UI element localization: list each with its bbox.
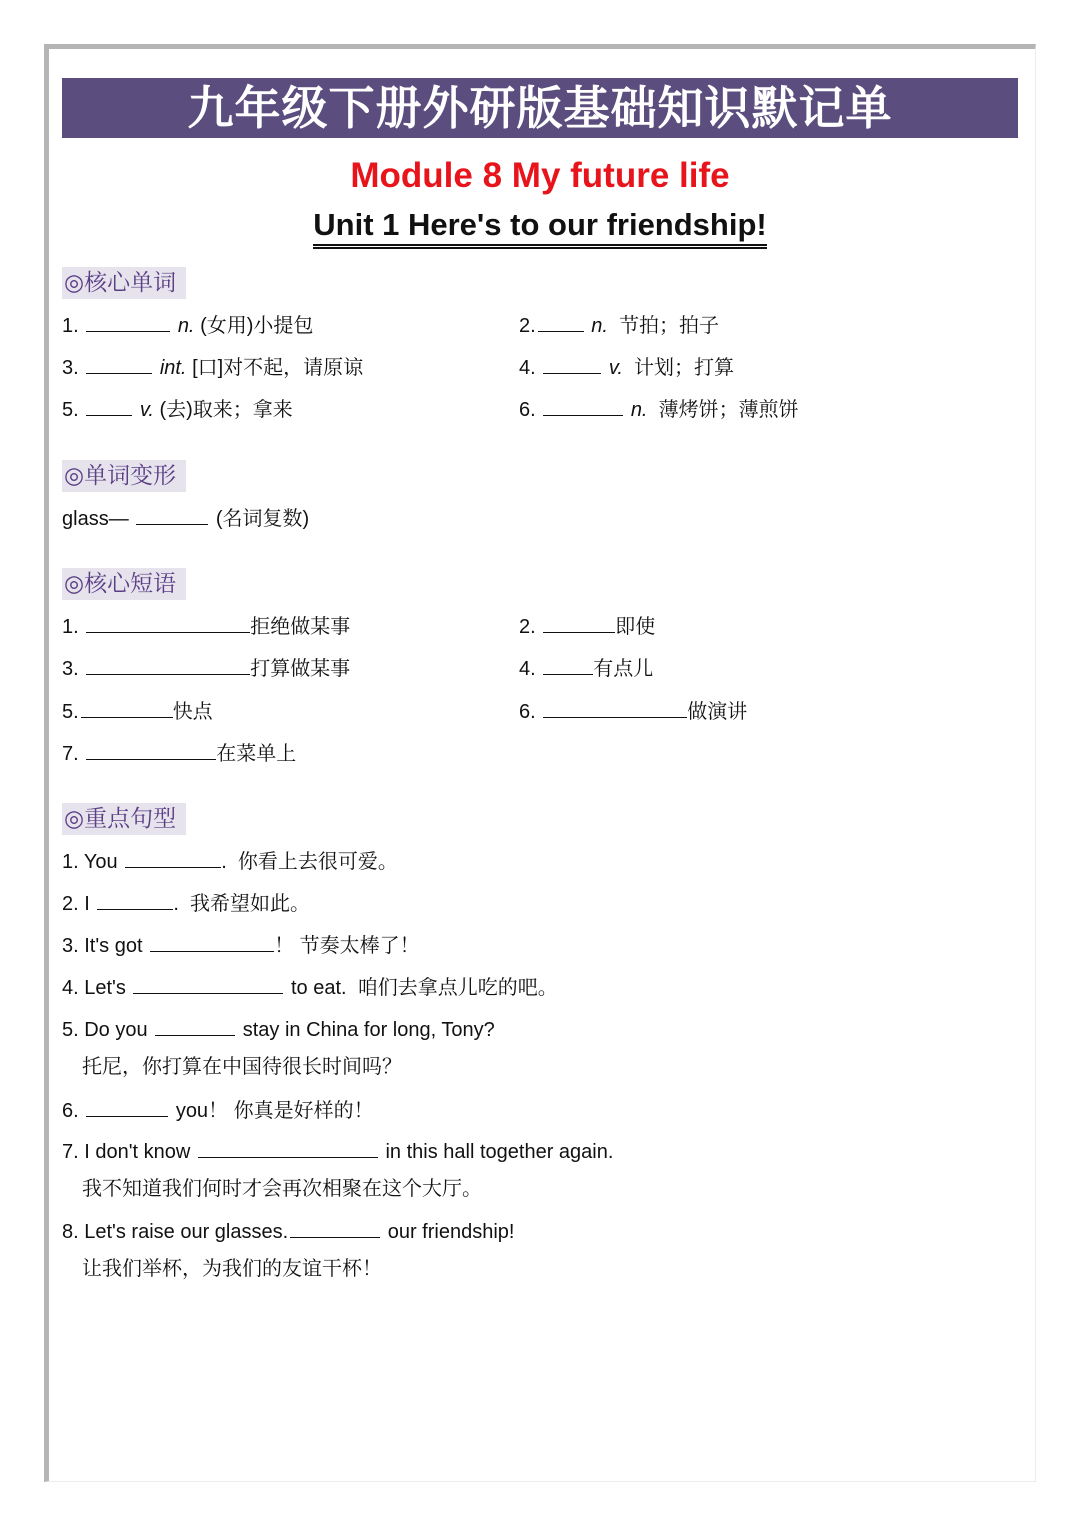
word-item-3: 3. int. [口]对不起，请原谅 xyxy=(62,353,363,381)
sentence-item-3: 3. It's got ！ 节奏太棒了！ xyxy=(62,931,420,959)
answer-blank[interactable] xyxy=(86,311,170,332)
phrase-item-7: 7. 在菜单上 xyxy=(62,739,296,767)
answer-blank[interactable] xyxy=(97,889,173,910)
page-banner-title: 九年级下册外研版基础知识默记单 xyxy=(62,78,1018,138)
sentence-item-8: 8. Let's raise our glasses. our friendship! xyxy=(62,1217,514,1245)
answer-blank[interactable] xyxy=(81,697,173,718)
answer-blank[interactable] xyxy=(543,353,601,374)
answer-blank[interactable] xyxy=(150,931,274,952)
phrase-item-6: 6. 做演讲 xyxy=(519,697,747,725)
sentence-item-2: 2. I . 我希望如此。 xyxy=(62,889,310,917)
sentence-item-8-translation: 让我们举杯，为我们的友谊干杯！ xyxy=(82,1258,382,1280)
section-heading-core-phrases: ◎核心短语 xyxy=(62,568,186,600)
sentence-item-7-translation: 我不知道我们何时才会再次相聚在这个大厅。 xyxy=(82,1178,482,1200)
answer-blank[interactable] xyxy=(290,1217,380,1238)
word-item-2: 2. n. 节拍；拍子 xyxy=(519,311,719,339)
phrase-item-1: 1. 拒绝做某事 xyxy=(62,612,350,640)
unit-title xyxy=(0,204,1080,249)
answer-blank[interactable] xyxy=(136,504,208,525)
answer-blank[interactable] xyxy=(543,654,593,675)
answer-blank[interactable] xyxy=(543,612,615,633)
unit-title-text: Unit 1 Here's to our friendship! xyxy=(313,206,766,249)
word-item-1: 1. n. (女用)小提包 xyxy=(62,311,313,339)
answer-blank[interactable] xyxy=(133,973,283,994)
sentence-item-5: 5. Do you stay in China for long, Tony? xyxy=(62,1015,495,1043)
sentence-item-6: 6. you！ 你真是好样的！ xyxy=(62,1096,374,1124)
word-item-4: 4. v. 计划；打算 xyxy=(519,353,734,381)
sentence-item-1: 1. You . 你看上去很可爱。 xyxy=(62,847,398,875)
sentence-item-7: 7. I don't know in this hall together again. xyxy=(62,1137,613,1165)
answer-blank[interactable] xyxy=(86,353,152,374)
answer-blank[interactable] xyxy=(86,1096,168,1117)
answer-blank[interactable] xyxy=(86,654,250,675)
phrase-item-2: 2. 即使 xyxy=(519,612,655,640)
answer-blank[interactable] xyxy=(125,847,221,868)
phrase-item-4: 4. 有点儿 xyxy=(519,654,653,682)
section-heading-core-words: ◎核心单词 xyxy=(62,267,186,299)
phrase-item-5: 5. 快点 xyxy=(62,697,213,725)
answer-blank[interactable] xyxy=(543,697,687,718)
answer-blank[interactable] xyxy=(155,1015,235,1036)
sentence-item-4: 4. Let's to eat. 咱们去拿点儿吃的吧。 xyxy=(62,973,558,1001)
word-item-6: 6. n. 薄烤饼；薄煎饼 xyxy=(519,395,799,423)
sentence-item-5-translation: 托尼，你打算在中国待很长时间吗？ xyxy=(82,1056,402,1078)
answer-blank[interactable] xyxy=(86,612,250,633)
phrase-item-3: 3. 打算做某事 xyxy=(62,654,350,682)
word-form-item: glass— (名词复数) xyxy=(62,504,309,532)
answer-blank[interactable] xyxy=(538,311,584,332)
word-item-5: 5. v. (去)取来；拿来 xyxy=(62,395,293,423)
answer-blank[interactable] xyxy=(543,395,623,416)
module-title: Module 8 My future life xyxy=(350,156,730,195)
answer-blank[interactable] xyxy=(198,1137,378,1158)
section-heading-key-sentences: ◎重点句型 xyxy=(62,803,186,835)
answer-blank[interactable] xyxy=(86,739,216,760)
answer-blank[interactable] xyxy=(86,395,132,416)
section-heading-word-forms: ◎单词变形 xyxy=(62,460,186,492)
